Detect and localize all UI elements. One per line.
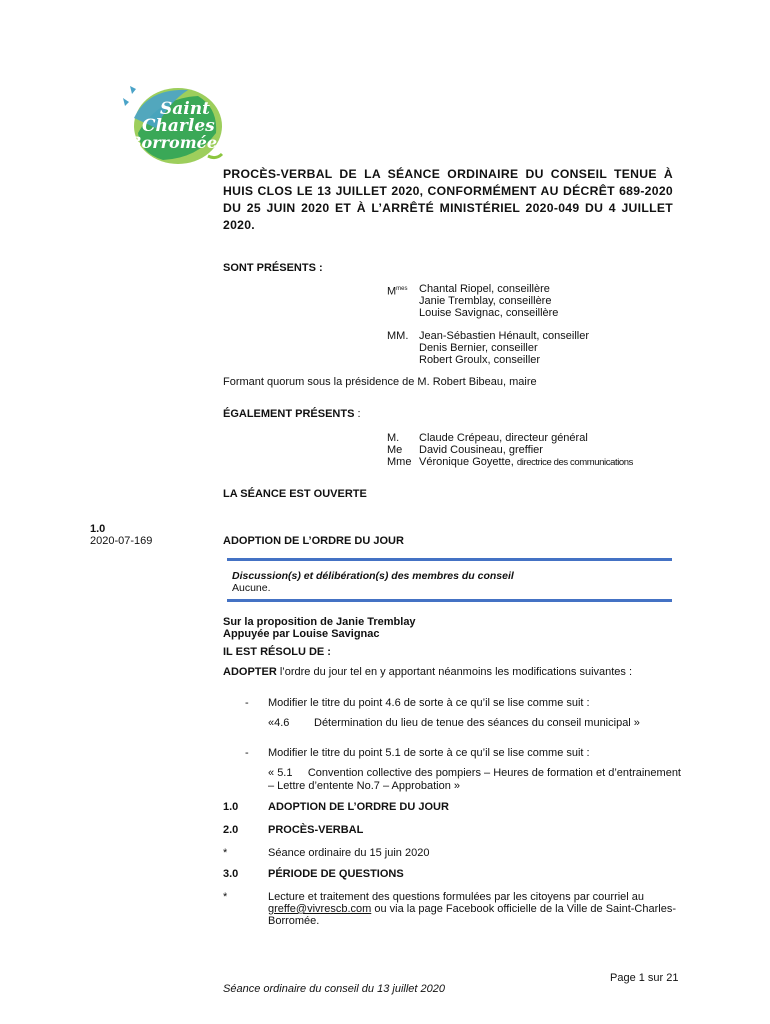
- logo-word-3: Borromée: [128, 133, 218, 152]
- agenda-text: PÉRIODE DE QUESTIONS: [268, 868, 404, 880]
- agenda-num: 2.0: [223, 824, 239, 836]
- item-heading: ADOPTION DE L’ORDRE DU JOUR: [223, 535, 404, 547]
- page-number: Page 1 sur 21: [610, 972, 679, 984]
- session-open: LA SÉANCE EST OUVERTE: [223, 488, 367, 500]
- mod-text: Modifier le titre du point 4.6 de sorte à ce qu’il se lise comme suit :: [268, 697, 590, 709]
- staff-name: David Cousineau, greffier: [419, 444, 543, 456]
- attendee: Jean-Sébastien Hénault, conseiller: [419, 330, 589, 342]
- adopt-text: l’ordre du jour tel en y apportant néanmoins les modifications suivantes :: [276, 666, 633, 678]
- item-ref: 2020-07-169: [90, 535, 153, 547]
- document-title: PROCÈS-VERBAL DE LA SÉANCE ORDINAIRE DU CONSEIL TENUE À HUIS CLOS LE 13 JUILLET 2020, CONFORMÉMENT AU DÉCRÊT 689-2020 DU 25 JUIN 2020 ET À L’ARRÊTÉ MINISTÉRIEL 2020-049 DU 4 JUILLET 2020.: [223, 167, 673, 232]
- logo-word-2: Charles: [142, 116, 215, 136]
- group2-title: MM.: [387, 330, 409, 342]
- adopt-bold: ADOPTER: [223, 666, 277, 678]
- attendee: Louise Savignac, conseillère: [419, 307, 559, 319]
- group2-list: [419, 330, 589, 366]
- email-link[interactable]: greffe@vivrescb.com: [268, 903, 372, 915]
- presents-heading: SONT PRÉSENTS :: [223, 262, 323, 274]
- mod-text: Modifier le titre du point 5.1 de sorte à ce qu’il se lise comme suit :: [268, 747, 590, 759]
- discussion-rule-bottom: [227, 599, 672, 602]
- discussion-rule-top: [227, 558, 672, 561]
- also-present-colon: :: [354, 408, 361, 420]
- mod-bullet: -: [245, 697, 249, 709]
- group1-title-base: M: [387, 285, 397, 298]
- group1-title: [387, 283, 408, 298]
- city-logo: [118, 78, 228, 168]
- group1-list: [419, 283, 558, 319]
- agenda-num: 1.0: [223, 801, 239, 813]
- seconded-by: Appuyée par Louise Savignac: [223, 628, 380, 640]
- questions-bullet: *: [223, 891, 228, 903]
- discussion-title: Discussion(s) et délibération(s) des membres du conseil: [232, 570, 514, 582]
- mod-quote: « 5.1 Convention collective des pompiers – Heures de formation et d’entrainement – Lettre d’entente No.7 – Approbation »: [268, 767, 685, 792]
- attendee: Chantal Riopel, conseillère: [419, 283, 550, 295]
- proposition-block: [223, 616, 416, 640]
- city-logo-graphic: [118, 78, 228, 168]
- discussion-text: Aucune.: [232, 582, 271, 594]
- agenda-text: Séance ordinaire du 15 juin 2020: [268, 847, 430, 859]
- proposed-by: Sur la proposition de Janie Tremblay: [223, 616, 416, 628]
- also-present-heading: [223, 408, 361, 420]
- questions-text-2: ou via la page Facebook officielle de la Ville de Saint-Charles-Borromée.: [268, 903, 676, 927]
- mod-bullet: -: [245, 747, 249, 759]
- item-number: 1.0: [90, 523, 106, 535]
- agenda-text: ADOPTION DE L’ORDRE DU JOUR: [268, 801, 449, 813]
- footer-session: Séance ordinaire du conseil du 13 juillet 2020: [223, 983, 445, 995]
- logo-word-1: Saint: [160, 99, 210, 119]
- mod-quote-text: Détermination du lieu de tenue des séances du conseil municipal »: [314, 717, 640, 729]
- questions-text: [268, 891, 682, 927]
- adopt-paragraph: [223, 666, 681, 678]
- staff-title: Me: [387, 444, 403, 456]
- resolved-heading: IL EST RÉSOLU DE :: [223, 646, 331, 658]
- staff-title: Mme: [387, 456, 412, 468]
- attendee: Robert Groulx, conseiller: [419, 354, 541, 366]
- mod-quote-num: «4.6: [268, 717, 290, 729]
- agenda-num: *: [223, 847, 228, 859]
- agenda-text: PROCÈS-VERBAL: [268, 824, 364, 836]
- staff-name: Claude Crépeau, directeur général: [419, 432, 588, 444]
- staff-role: directrice des communications: [516, 457, 634, 468]
- staff-name-row: [419, 456, 633, 469]
- staff-titles: [387, 432, 411, 468]
- attendee: Denis Bernier, conseiller: [419, 342, 538, 354]
- also-present-label: ÉGALEMENT PRÉSENTS: [223, 408, 355, 420]
- agenda-num: 3.0: [223, 868, 239, 880]
- staff-names: [419, 432, 633, 469]
- group1-title-sup: mes: [396, 286, 408, 292]
- quorum-text: Formant quorum sous la présidence de M. Robert Bibeau, maire: [223, 376, 537, 388]
- staff-title: M.: [387, 432, 400, 444]
- attendee: Janie Tremblay, conseillère: [419, 295, 552, 307]
- staff-name: Véronique Goyette,: [419, 456, 517, 468]
- questions-text-1: Lecture et traitement des questions formulées par les citoyens par courriel au: [268, 891, 645, 903]
